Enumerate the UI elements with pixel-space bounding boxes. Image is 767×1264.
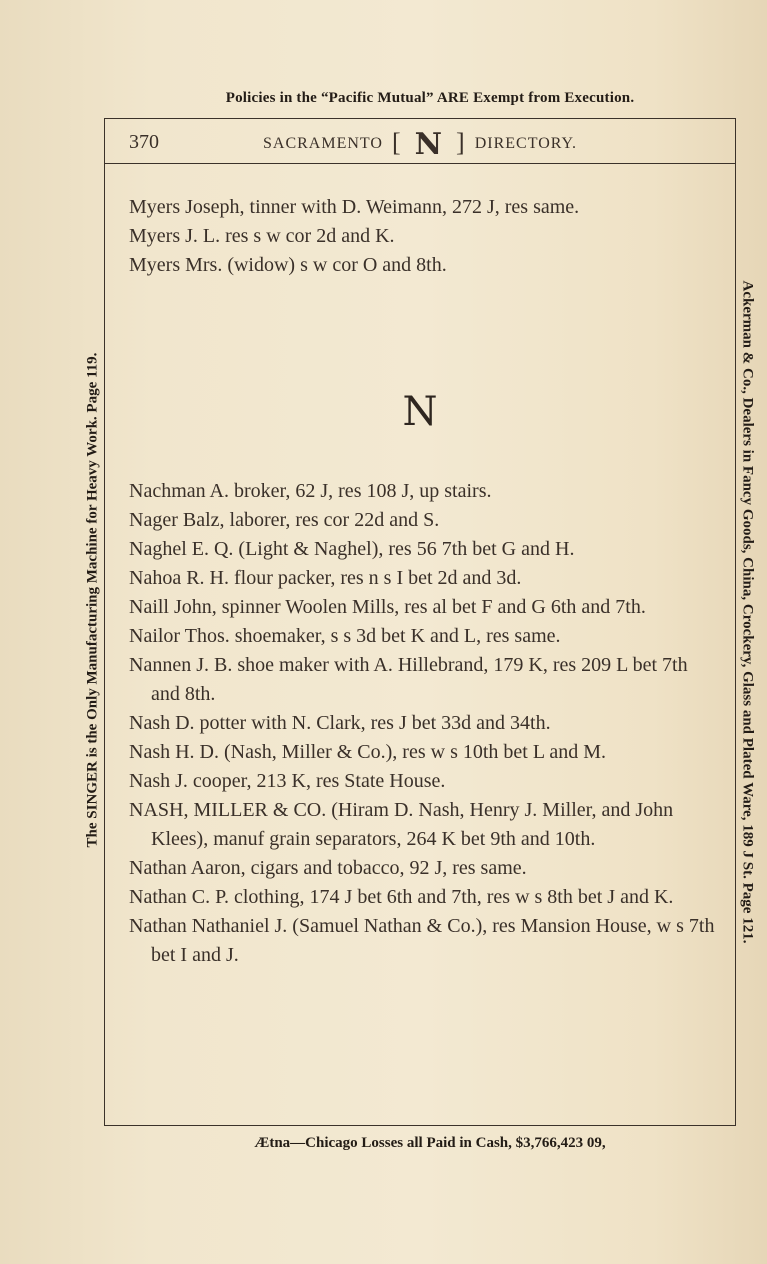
directory-entry: Nahoa R. H. flour packer, res n s I bet 2d and 3d. <box>129 567 522 589</box>
directory-entry: Nager Balz, laborer, res cor 22d and S. <box>129 509 440 531</box>
bottom-banner-ad: Ætna—Chicago Losses all Paid in Cash, $3,766,423 09, <box>254 1135 606 1151</box>
running-head-city: SACRAMENTO <box>263 135 383 152</box>
directory-entry: Nathan C. P. clothing, 174 J bet 6th and 7th, res w s 8th bet J and K. <box>129 886 674 908</box>
right-margin-ad: Ackerman & Co., Dealers in Fancy Goods, China, Crockery, Glass and Plated Ware, 189 J St. Page 121. <box>739 280 756 944</box>
directory-entry: Myers Mrs. (widow) s w cor O and 8th. <box>129 254 447 276</box>
running-head-directory: DIRECTORY. <box>474 135 578 152</box>
directory-entry: Nash H. D. (Nash, Miller & Co.), res w s 10th bet L and M. <box>129 741 606 763</box>
running-head-letter: N <box>414 127 444 162</box>
directory-entry: Nash D. potter with N. Clark, res J bet 33d and 34th. <box>129 712 551 734</box>
directory-entry: Nathan Nathaniel J. (Samuel Nathan & Co.), res Mansion House, w s 7th bet I and J. <box>129 915 715 966</box>
directory-entry: Myers Joseph, tinner with D. Weimann, 272 J, res same. <box>129 196 580 218</box>
left-margin-ad: The SINGER is the Only Manufacturing Machine for Heavy Work. Page 119. <box>84 352 101 848</box>
directory-entry: Nannen J. B. shoe maker with A. Hillebrand, 179 K, res 209 L bet 7th and 8th. <box>129 654 688 705</box>
n-entries <box>129 477 721 970</box>
page-number: 370 <box>129 131 159 153</box>
directory-entry: Nachman A. broker, 62 J, res 108 J, up stairs. <box>129 480 492 502</box>
directory-entry: Nash J. cooper, 213 K, res State House. <box>129 770 446 792</box>
section-letter: N <box>402 389 438 435</box>
header-rule <box>105 163 735 164</box>
directory-entry: Naill John, spinner Woolen Mills, res al bet F and G 6th and 7th. <box>129 596 646 618</box>
m-entries <box>129 193 721 280</box>
directory-entry: Nailor Thos. shoemaker, s s 3d bet K and L, res same. <box>129 625 561 647</box>
open-bracket: [ <box>391 128 402 157</box>
directory-entry: Naghel E. Q. (Light & Naghel), res 56 7th bet G and H. <box>129 538 575 560</box>
directory-entry: NASH, MILLER & CO. (Hiram D. Nash, Henry J. Miller, and John Klees), manuf grain separators, 264 K bet 9th and 10th. <box>129 799 674 850</box>
directory-entry: Myers J. L. res s w cor 2d and K. <box>129 225 395 247</box>
close-bracket: ] <box>456 128 466 157</box>
running-head <box>263 127 577 162</box>
page-frame <box>104 118 736 1126</box>
directory-entry: Nathan Aaron, cigars and tobacco, 92 J, res same. <box>129 857 527 879</box>
top-banner-ad: Policies in the “Pacific Mutual” ARE Exempt from Execution. <box>225 90 635 106</box>
